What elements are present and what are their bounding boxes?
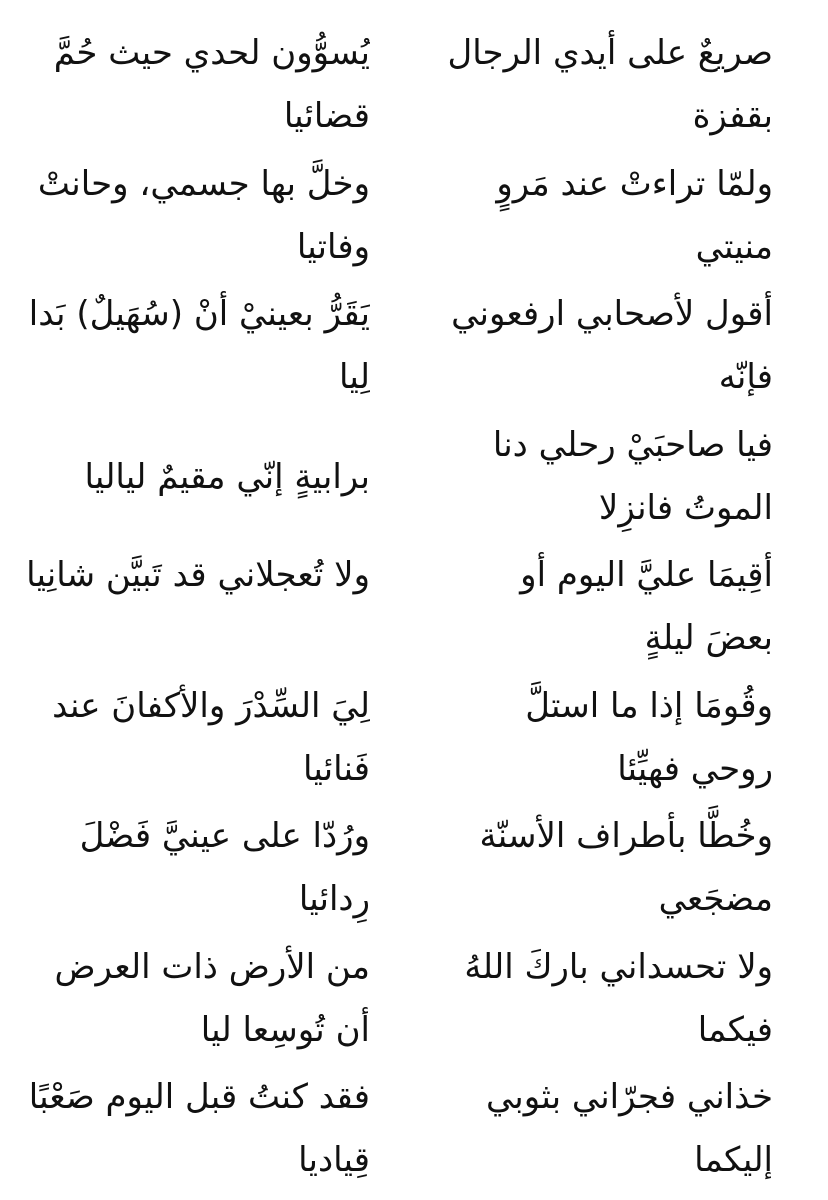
verse-6 [0,675,828,801]
verse-first-half: ولمّا تراءتْ عند مَروٍ منيتي [496,164,773,267]
verse-first-half: فيا صاحبَيْ رحلي دنا الموتُ فانزِلا [492,425,773,528]
verse-9 [0,1066,828,1192]
verse-first-half: أقول لأصحابي ارفعوني فإنّه [451,294,773,397]
verse-5 [0,544,828,670]
verse-4 [0,414,828,540]
verse-second-half: من الأرض ذات العرض أن تُوسِعا ليا [54,947,370,1050]
verse-2 [0,153,828,279]
verse-7 [0,805,828,931]
verse-first-half: ولا تحسداني باركَ اللهُ فيكما [464,947,773,1050]
verse-first-half: أقِيمَا عليَّ اليوم أو بعضَ ليلةٍ [520,555,773,658]
verse-second-half: ورُدّا على عينيَّ فَضْلَ رِدائيا [79,816,370,919]
verse-3 [0,283,828,409]
verse-second-half: وخلَّ بها جسمي، وحانتْ وفاتيا [37,164,370,267]
verse-first-half: صريعٌ على أيدي الرجال بقفزة [447,33,773,136]
verse-second-half: برابيةٍ إنّي مقيمٌ لياليا [84,457,370,497]
verse-second-half: يُسوُّون لحدي حيث حُمَّ قضائيا [53,33,370,136]
verse-second-half: يَقَرُّ بعينيْ أنْ (سُهَيلٌ) بَدا لِيا [28,294,370,397]
verse-first-half: وقُومَا إذا ما استلَّ روحي فهيِّئا [525,686,773,789]
verse-second-half: ولا تُعجلاني قد تَبيَّن شانِيا [26,555,370,595]
verse-first-half: وخُطَّا بأطراف الأسنّة مضجَعي [479,816,773,919]
verse-second-half: لِيَ السِّدْرَ والأكفانَ عند فَنائيا [52,686,370,789]
verse-1 [0,22,828,148]
verse-second-half: فقد كنتُ قبل اليوم صَعْبًا قِياديا [28,1077,370,1180]
verse-first-half: خذاني فجرّاني بثوبي إليكما [485,1077,773,1180]
verse-8 [0,936,828,1062]
